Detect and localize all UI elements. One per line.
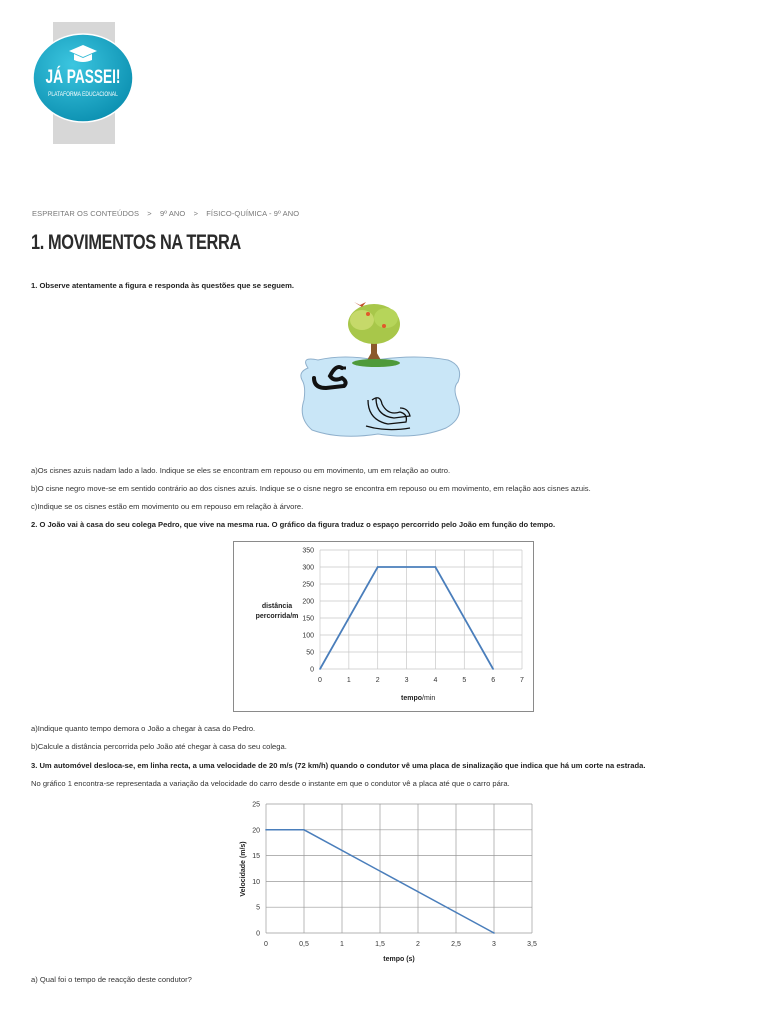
logo-tagline: PLATAFORMA EDUCACIONAL [48,91,118,99]
y-tick-label: 5 [256,904,260,912]
x-tick-label: 2 [416,941,420,948]
question-3-heading: 3. Um automóvel desloca-se, em linha recta, a uma velocidade de 20 m/s (72 km/h) quando o condutor vê uma placa de sinalização que indica que há um corte na estrada. [31,761,646,770]
x-tick-label: 6 [491,677,496,684]
x-axis-unit: /min [422,695,436,702]
x-tick-label: 0 [318,677,322,684]
y-tick-label: 350 [302,547,314,555]
y-axis-label: Velocidade (m/s) [240,841,247,897]
swans-lake-figure [296,296,466,442]
question-3a: a) Qual foi o tempo de reacção deste condutor? [31,975,192,984]
breadcrumb-link-9-ano[interactable]: 9º ANO [159,209,186,218]
question-1b: b)O cisne negro move-se em sentido contrário ao dos cisnes azuis. Indique se o cisne negro se encontra em repouso ou em movimento, em relação aos cisnes azuis. [31,484,591,493]
y-axis-label-line2: percorrida/m [255,613,299,620]
x-tick-label: 0 [264,941,268,948]
x-tick-label: 4 [433,677,438,684]
x-tick-label: 1 [346,677,351,684]
question-1a: a)Os cisnes azuis nadam lado a lado. Indique se eles se encontram em repouso ou em movimento, um em relação ao outro. [31,466,451,475]
breadcrumb [32,209,305,218]
x-tick-label: 0,5 [299,941,309,948]
y-tick-label: 100 [302,632,314,640]
y-tick-label: 0 [310,666,314,674]
y-tick-label: 200 [302,598,314,606]
question-1-heading: 1. Observe atentamente a figura e responda às questões que se seguem. [31,281,294,290]
y-tick-label: 50 [306,649,314,657]
x-tick-label: 3 [404,677,409,684]
y-tick-label: 10 [252,878,260,886]
x-axis-label: tempo (s) [383,956,415,963]
page-title: 1. MOVIMENTOS NA TERRA [31,231,241,254]
question-2b: b)Calcule a distância percorrida pelo João até chegar à casa do seu colega. [31,742,287,751]
y-tick-label: 250 [302,581,314,589]
breadcrumb-separator: > [193,209,199,218]
x-tick-label: 3 [492,941,496,948]
distance-time-chart [233,541,534,712]
x-tick-label: 2 [375,677,380,684]
x-tick-label: 5 [462,677,467,684]
x-axis-label: tempo [401,695,422,702]
breadcrumb-link-fisico-quimica[interactable]: FÍSICO-QUÍMICA - 9º ANO [206,209,300,218]
y-tick-label: 25 [252,801,260,809]
x-tick-label: 1,5 [375,941,385,948]
x-tick-label: 1 [340,941,344,948]
lake [301,357,460,436]
y-tick-label: 300 [302,564,314,572]
logo[interactable] [33,33,133,123]
y-tick-label: 0 [256,930,260,938]
x-tick-label: 3,5 [527,941,537,948]
y-axis-label-line1: distância [261,603,293,610]
y-tick-label: 150 [302,615,314,623]
x-tick-label: 7 [520,677,524,684]
question-1c: c)Indique se os cisnes estão em movimento ou em repouso em relação à árvore. [31,502,304,511]
breadcrumb-separator: > [147,209,152,218]
y-tick-label: 20 [252,827,260,835]
breadcrumb-link-conteudos[interactable]: ESPREITAR OS CONTEÚDOS [32,209,140,218]
question-3-intro: No gráfico 1 encontra-se representada a variação da velocidade do carro desde o instante em que o condutor vê a placa até que o carro pára. [31,779,510,788]
velocity-time-chart [230,796,540,968]
y-tick-label: 15 [252,853,260,861]
question-2-heading: 2. O João vai à casa do seu colega Pedro, que vive na mesma rua. O gráfico da figura traduz o espaço percorrido pelo João em função do tempo. [31,520,556,529]
x-tick-label: 2,5 [451,941,461,948]
question-2a: a)Indique quanto tempo demora o João a chegar à casa do Pedro. [31,724,256,733]
logo-name: JÁ PASSEI! [45,65,121,88]
